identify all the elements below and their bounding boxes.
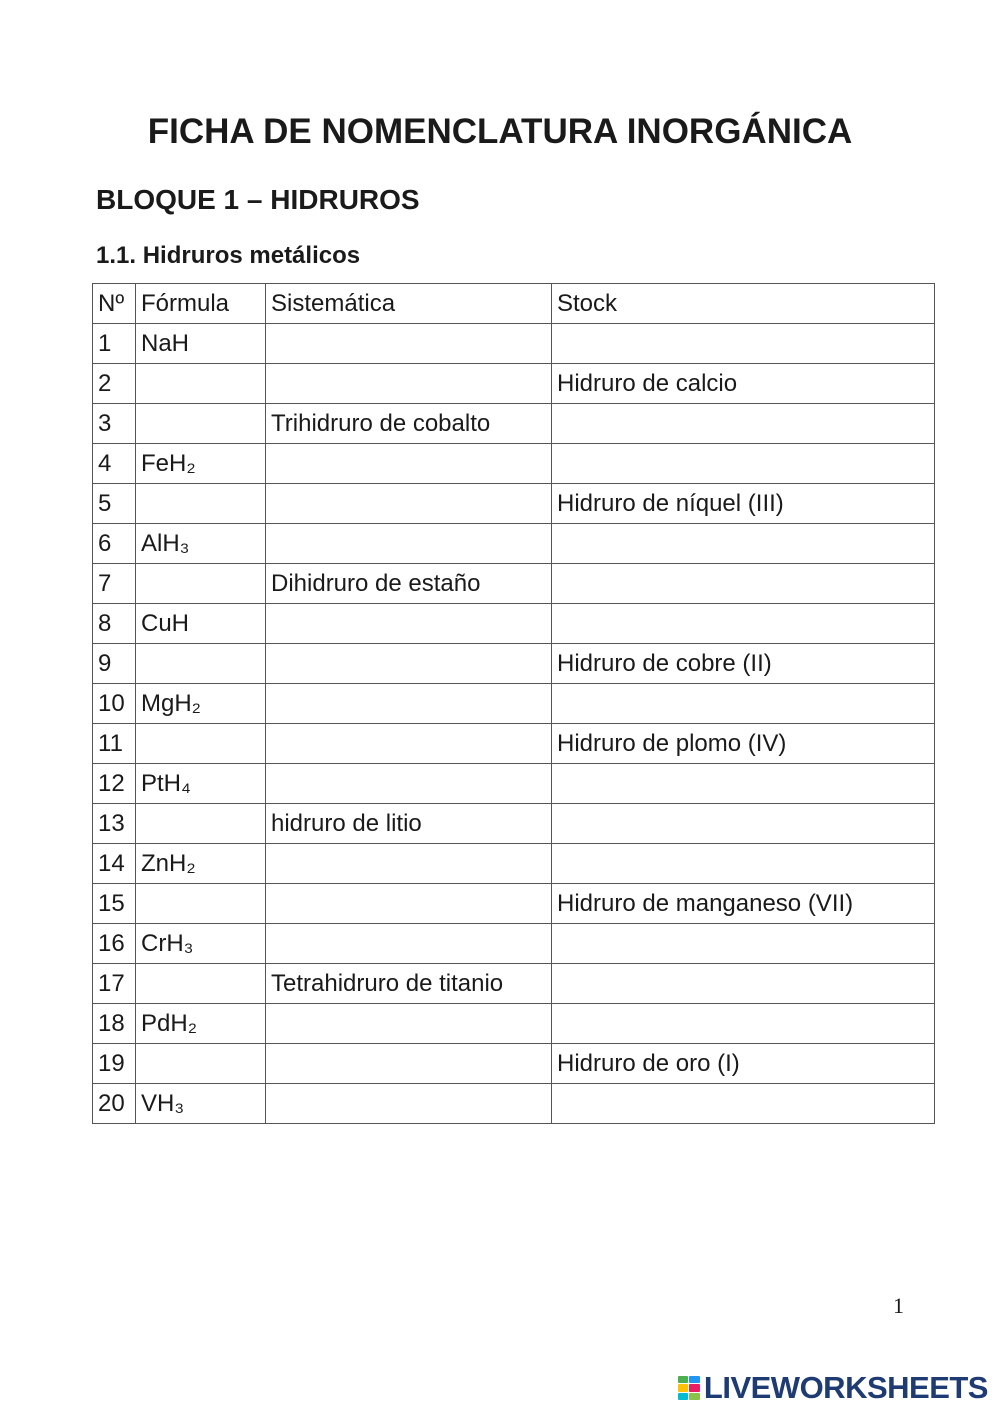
cell-stock[interactable] xyxy=(552,404,935,444)
cell-number: 12 xyxy=(93,764,136,804)
column-header: Fórmula xyxy=(136,284,266,324)
cell-systematic: Dihidruro de estaño xyxy=(266,564,552,604)
cell-number: 4 xyxy=(93,444,136,484)
cell-formula: NaH xyxy=(136,324,266,364)
cell-formula[interactable] xyxy=(136,644,266,684)
cell-systematic[interactable] xyxy=(266,324,552,364)
table-row xyxy=(93,1044,935,1084)
table-row xyxy=(93,564,935,604)
cell-stock: Hidruro de níquel (III) xyxy=(552,484,935,524)
table-row xyxy=(93,764,935,804)
hydrides-table xyxy=(92,283,935,1124)
table-row xyxy=(93,1084,935,1124)
document-title: FICHA DE NOMENCLATURA INORGÁNICA xyxy=(147,112,853,151)
cell-formula[interactable] xyxy=(136,484,266,524)
cell-systematic: Trihidruro de cobalto xyxy=(266,404,552,444)
table-header-row xyxy=(93,284,935,324)
cell-formula: ZnH₂ xyxy=(136,844,266,884)
cell-formula: CuH xyxy=(136,604,266,644)
cell-stock[interactable] xyxy=(552,804,935,844)
cell-systematic[interactable] xyxy=(266,484,552,524)
table-row xyxy=(93,484,935,524)
cell-systematic: Tetrahidruro de titanio xyxy=(266,964,552,1004)
cell-stock[interactable] xyxy=(552,524,935,564)
cell-systematic[interactable] xyxy=(266,924,552,964)
liveworksheets-logo-icon xyxy=(678,1376,700,1400)
cell-number: 17 xyxy=(93,964,136,1004)
table-row xyxy=(93,724,935,764)
cell-formula: AlH₃ xyxy=(136,524,266,564)
cell-stock: Hidruro de calcio xyxy=(552,364,935,404)
cell-systematic: hidruro de litio xyxy=(266,804,552,844)
cell-number: 16 xyxy=(93,924,136,964)
cell-systematic[interactable] xyxy=(266,684,552,724)
table-row xyxy=(93,524,935,564)
column-header: Nº xyxy=(93,284,136,324)
column-header: Stock xyxy=(552,284,935,324)
cell-stock: Hidruro de oro (I) xyxy=(552,1044,935,1084)
cell-systematic[interactable] xyxy=(266,1084,552,1124)
cell-systematic[interactable] xyxy=(266,724,552,764)
cell-number: 1 xyxy=(93,324,136,364)
cell-number: 6 xyxy=(93,524,136,564)
logo-square xyxy=(689,1384,700,1391)
cell-stock[interactable] xyxy=(552,1004,935,1044)
cell-formula: FeH₂ xyxy=(136,444,266,484)
table-row xyxy=(93,364,935,404)
cell-systematic[interactable] xyxy=(266,884,552,924)
cell-systematic[interactable] xyxy=(266,844,552,884)
page-number: 1 xyxy=(893,1293,904,1318)
cell-stock[interactable] xyxy=(552,604,935,644)
block-title: BLOQUE 1 – HIDRUROS xyxy=(96,184,420,215)
cell-number: 7 xyxy=(93,564,136,604)
table-row xyxy=(93,604,935,644)
section-title: 1.1. Hidruros metálicos xyxy=(96,242,361,269)
cell-systematic[interactable] xyxy=(266,1004,552,1044)
cell-systematic[interactable] xyxy=(266,524,552,564)
cell-number: 15 xyxy=(93,884,136,924)
cell-number: 19 xyxy=(93,1044,136,1084)
cell-stock: Hidruro de plomo (IV) xyxy=(552,724,935,764)
brand-footer[interactable] xyxy=(678,1371,988,1405)
cell-formula[interactable] xyxy=(136,404,266,444)
table-row xyxy=(93,924,935,964)
cell-formula[interactable] xyxy=(136,1044,266,1084)
cell-stock: Hidruro de cobre (II) xyxy=(552,644,935,684)
cell-number: 14 xyxy=(93,844,136,884)
cell-number: 13 xyxy=(93,804,136,844)
cell-systematic[interactable] xyxy=(266,764,552,804)
cell-number: 2 xyxy=(93,364,136,404)
cell-stock: Hidruro de manganeso (VII) xyxy=(552,884,935,924)
cell-stock[interactable] xyxy=(552,564,935,604)
cell-formula: PdH₂ xyxy=(136,1004,266,1044)
table-row xyxy=(93,324,935,364)
table-row xyxy=(93,404,935,444)
cell-systematic[interactable] xyxy=(266,604,552,644)
cell-formula[interactable] xyxy=(136,804,266,844)
cell-stock[interactable] xyxy=(552,324,935,364)
cell-number: 3 xyxy=(93,404,136,444)
cell-formula: MgH₂ xyxy=(136,684,266,724)
table-row xyxy=(93,884,935,924)
cell-number: 20 xyxy=(93,1084,136,1124)
cell-formula[interactable] xyxy=(136,364,266,404)
table-row xyxy=(93,804,935,844)
cell-stock[interactable] xyxy=(552,444,935,484)
cell-formula: CrH₃ xyxy=(136,924,266,964)
cell-formula[interactable] xyxy=(136,884,266,924)
column-header: Sistemática xyxy=(266,284,552,324)
table-row xyxy=(93,964,935,1004)
brand-name: LIVEWORKSHEETS xyxy=(703,1370,988,1405)
logo-square xyxy=(678,1393,689,1400)
cell-systematic[interactable] xyxy=(266,1044,552,1084)
cell-systematic[interactable] xyxy=(266,364,552,404)
table-row xyxy=(93,1004,935,1044)
cell-stock[interactable] xyxy=(552,764,935,804)
logo-square xyxy=(689,1393,700,1400)
table-row xyxy=(93,844,935,884)
cell-formula[interactable] xyxy=(136,964,266,1004)
cell-stock[interactable] xyxy=(552,924,935,964)
cell-stock[interactable] xyxy=(552,964,935,1004)
cell-formula: PtH₄ xyxy=(136,764,266,804)
cell-formula[interactable] xyxy=(136,564,266,604)
cell-number: 8 xyxy=(93,604,136,644)
cell-systematic[interactable] xyxy=(266,644,552,684)
cell-stock[interactable] xyxy=(552,1084,935,1124)
cell-formula[interactable] xyxy=(136,724,266,764)
cell-number: 11 xyxy=(93,724,136,764)
table-row xyxy=(93,444,935,484)
cell-number: 5 xyxy=(93,484,136,524)
cell-stock[interactable] xyxy=(552,684,935,724)
cell-number: 18 xyxy=(93,1004,136,1044)
cell-formula: VH₃ xyxy=(136,1084,266,1124)
cell-systematic[interactable] xyxy=(266,444,552,484)
cell-number: 9 xyxy=(93,644,136,684)
cell-stock[interactable] xyxy=(552,844,935,884)
cell-number: 10 xyxy=(93,684,136,724)
logo-square xyxy=(689,1376,700,1383)
table-row xyxy=(93,684,935,724)
table-row xyxy=(93,644,935,684)
logo-square xyxy=(678,1376,689,1383)
logo-square xyxy=(678,1384,689,1391)
